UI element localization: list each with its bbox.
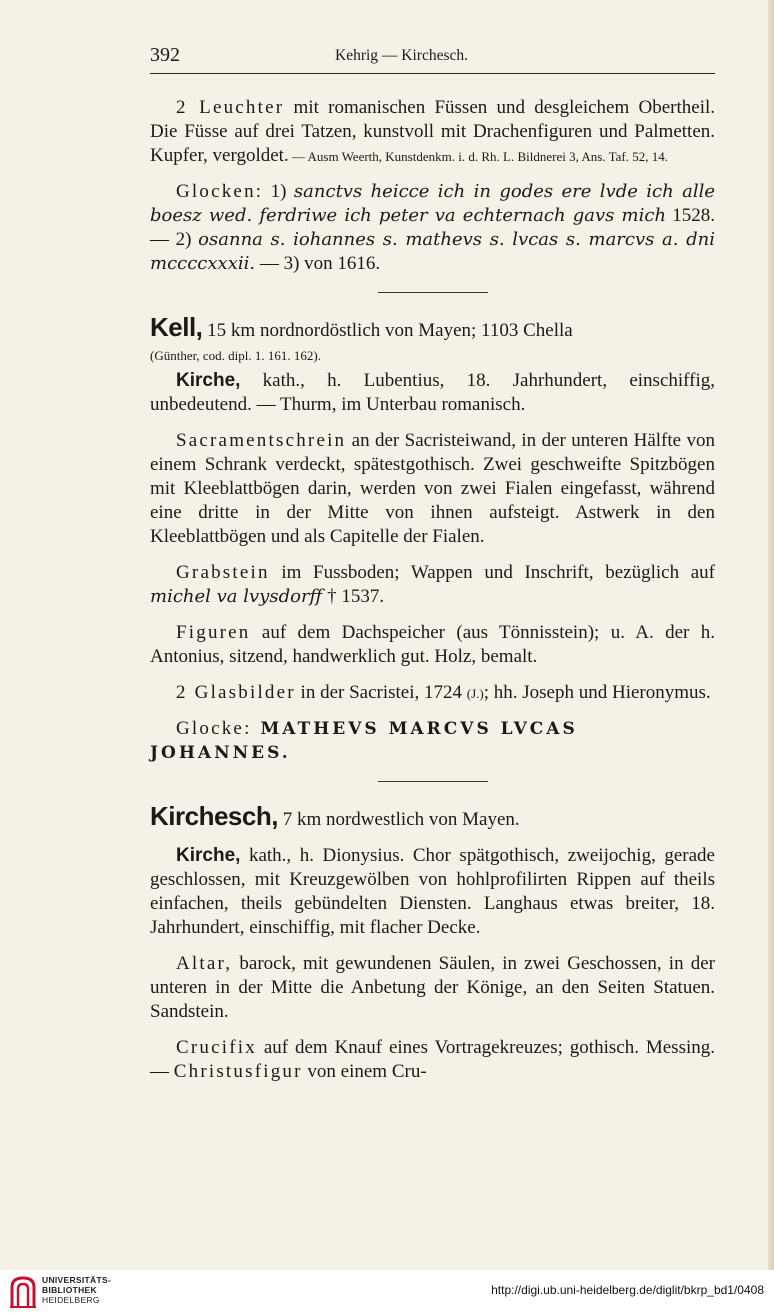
paragraph-figuren	[150, 621, 715, 669]
gothic-inscription: sanctvs heicce ich in godes ere lvde ich alle boesz wed. ferdriwe ich peter va echternach gavs mich	[150, 181, 716, 226]
lead-term: Kirche,	[176, 370, 241, 391]
section-title: Kirchesch,	[150, 801, 278, 831]
paragraph-grabstein	[150, 561, 715, 609]
heading-kell	[150, 312, 715, 367]
lead-term: Sacramentschrein	[176, 430, 347, 451]
university-logo-icon	[8, 1275, 38, 1309]
library-name	[42, 1275, 111, 1305]
lead-term: Grabstein	[176, 562, 270, 583]
lead-term: Kirche,	[176, 845, 241, 866]
paragraph-text: † 1537.	[322, 586, 385, 607]
section-divider	[378, 292, 488, 293]
paragraph-glocke	[150, 717, 715, 765]
paragraph-text: in der Sacristei, 1724	[295, 682, 467, 703]
body-text	[150, 96, 715, 1096]
paragraph-text: 1528. — 2)	[150, 205, 715, 250]
paragraph-text: an der Sacristeiwand, in der unteren Hälfte von einem Schrank verdeckt, spätestgothisch. Zwei geschweifte Spitzbögen mit Kleeblattbögen darin, werden von zwei Fialen eingefasst, während eine dritte in der Mitte von ihnen aufsteigt. Astwerk in den Kleeblattbögen und als Capitelle der Fialen.	[150, 430, 715, 547]
paragraph-text: — 3) von 1616.	[255, 253, 381, 274]
page-edge	[768, 0, 774, 1270]
lead-term: Figuren	[176, 622, 251, 643]
page-number: 392	[150, 44, 180, 66]
library-name-line: BIBLIOTHEK	[42, 1285, 97, 1295]
paragraph-text: mit romanischen Füssen und desgleichem Obertheil. Die Füsse auf drei Tatzen, kunstvoll mit Drachenfiguren und Palmetten. Kupfer, vergoldet.	[150, 97, 716, 166]
source-abbrev: (J.)	[466, 686, 484, 701]
paragraph-text: von einem Cru-	[302, 1061, 427, 1082]
paragraph-text: ; hh. Joseph und Hieronymus.	[483, 682, 711, 703]
library-name-line: UNIVERSITÄTS-	[42, 1275, 112, 1285]
lead-term: 2 Glasbilder	[176, 682, 296, 703]
section-divider	[378, 781, 488, 782]
paragraph-sacramentschrein	[150, 429, 715, 549]
lead-term: Glocke:	[176, 718, 252, 739]
section-subtitle: 7 km nordwestlich von Mayen.	[277, 809, 520, 830]
paragraph-crucifix	[150, 1036, 715, 1084]
paragraph-leuchter	[150, 96, 715, 168]
lead-term: Christusfigur	[173, 1061, 303, 1082]
lead-term: 2 Leuchter	[176, 97, 285, 118]
paragraph-glocken	[150, 180, 715, 276]
section-subtitle: 15 km nordnordöstlich von Mayen; 1103 Chella	[202, 320, 573, 341]
paragraph-text: im Fussboden; Wappen und Inschrift, bezüglich auf	[269, 562, 715, 583]
paragraph-kirche	[150, 844, 715, 940]
paragraph-text: kath., h. Lubentius, 18. Jahrhundert, einschiffig, unbedeutend. — Thurm, im Unterbau romanisch.	[150, 370, 715, 415]
page-header	[150, 44, 715, 76]
paragraph-text: kath., h. Dionysius. Chor spätgothisch, zweijochig, gerade geschlossen, mit Kreuzgewölben von hohlprofilirten Rippen auf theils einfachen, theils gebündelten Diensten. Langhaus etwas breiter, 18. Jahrhundert, einschiffig, mit flacher Decke.	[150, 845, 715, 938]
lead-term: Altar,	[176, 953, 233, 974]
gothic-inscription: MATHEVS MARCVS LVCAS JOHANNES.	[150, 719, 578, 763]
header-rule	[150, 73, 715, 74]
paragraph-kirche	[150, 369, 715, 417]
section-title: Kell,	[150, 312, 203, 342]
footer-bar	[0, 1270, 774, 1314]
source-citation: (Günther, cod. dipl. 1. 161. 162).	[150, 348, 321, 363]
permalink[interactable]: http://digi.ub.uni-heidelberg.de/diglit/bkrp_bd1/0408	[491, 1283, 764, 1297]
heading-kirchesch	[150, 801, 715, 832]
paragraph-text: auf dem Knauf eines Vortragekreuzes; gothisch. Messing. —	[150, 1037, 715, 1082]
library-name-line: HEIDELBERG	[42, 1295, 100, 1305]
running-head: Kehrig — Kirchesch.	[335, 47, 468, 64]
lead-term: Crucifix	[176, 1037, 257, 1058]
gothic-inscription: osanna s. iohannes s. mathevs s. lvcas s. marcvs a. dni mccccxxxii.	[150, 229, 715, 274]
paragraph-text: barock, mit gewundenen Säulen, in zwei Geschossen, in der unteren in der Mitte die Anbetung der Könige, an den Seiten Statuen. Sandstein.	[150, 953, 715, 1022]
lead-term: Glocken:	[176, 181, 264, 202]
paragraph-altar	[150, 952, 715, 1024]
gothic-inscription: michel va lvysdorff	[150, 586, 323, 607]
paragraph-text: 1)	[263, 181, 294, 202]
paragraph-text: auf dem Dachspeicher (aus Tönnisstein); u. A. der h. Antonius, sitzend, handwerklich gut. Holz, bemalt.	[150, 622, 715, 667]
source-citation: — Ausm Weerth, Kunstdenkm. i. d. Rh. L. Bildnerei 3, Ans. Taf. 52, 14.	[288, 149, 668, 164]
paragraph-glasbilder	[150, 681, 715, 705]
